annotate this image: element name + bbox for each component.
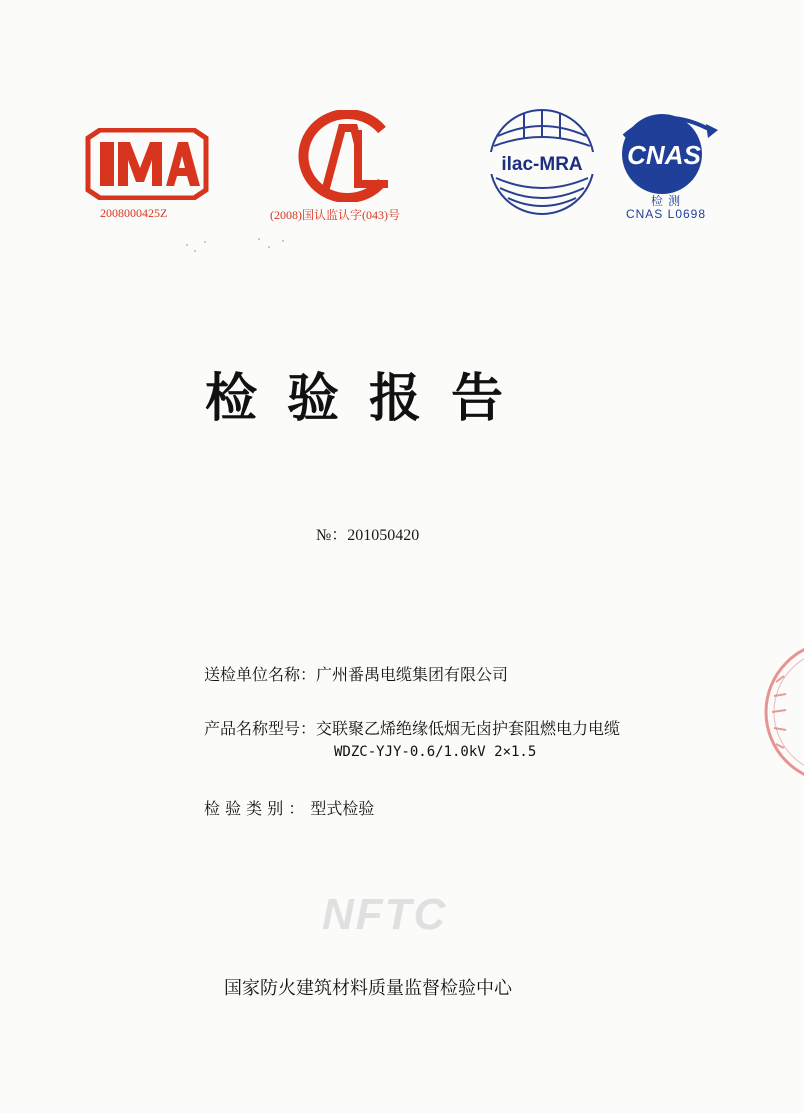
report-number-label: №： [316,527,348,544]
field-product-model: WDZC-YJY-0.6/1.0kV 2×1.5 [334,744,537,760]
ilac-globe-icon [484,106,600,218]
field-label: 检 验 类 别 ： [204,799,305,818]
ilac-mra-logo [484,106,600,218]
cnas-text: CNAS [627,140,701,170]
report-number [316,522,419,545]
issuing-center: 国家防火建筑材料质量监督检验中心 [224,978,512,999]
field-value: 广州番禺电缆集团有限公司 [316,665,509,684]
cnas-logo [610,108,722,198]
ilac-text: ilac-MRA [501,154,583,175]
field-test-type [204,796,374,819]
cnas-sub-label: 检 测 [650,194,682,208]
seal-stamp-icon [756,636,804,786]
report-number-value: 201050420 [347,527,420,544]
field-label: 产品名称型号： [204,719,317,738]
cma-certificate-code: 2008000425Z [100,206,168,220]
report-title: 检验报告 [205,369,534,429]
cnas-accreditation-code: CNAS L0698 [625,207,707,221]
cnas-mark-icon [610,108,722,198]
cma-logo [84,128,210,200]
official-seal [756,636,804,786]
field-product [204,716,620,739]
field-value: 交联聚乙烯绝缘低烟无卤护套阻燃电力电缆 [316,719,621,738]
field-client [204,662,508,685]
cal-certificate-code: (2008)国认监认字(043)号 [270,208,400,222]
cal-logo [296,110,400,202]
nftc-watermark: NFTC [322,890,448,939]
field-label: 送检单位名称： [204,665,317,684]
field-value: 型式检验 [310,799,375,818]
cal-mark-icon [296,110,400,202]
cma-mark-icon [84,128,210,200]
